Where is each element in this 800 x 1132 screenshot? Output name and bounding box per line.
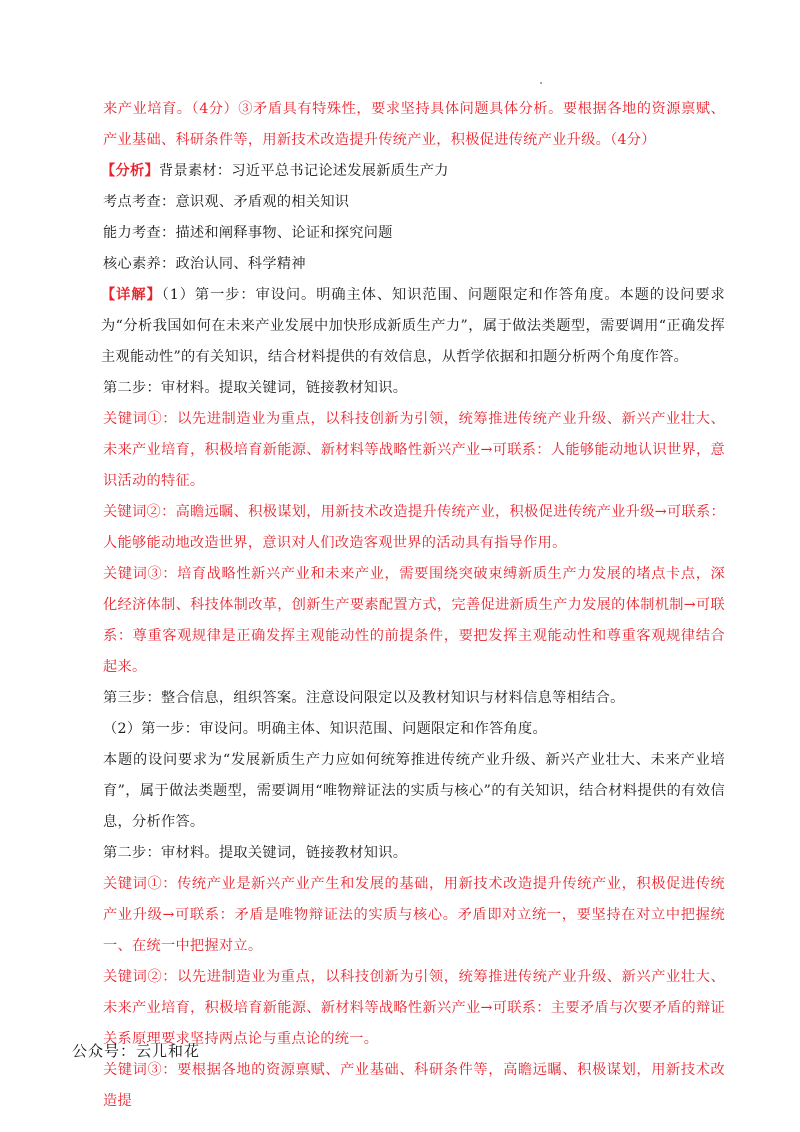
paragraph-text: 第二步：审材料。提取关键词，链接教材知识。 — [103, 380, 408, 396]
paragraph-text: 能力考查：描述和阐释事物、论证和探究问题 — [103, 225, 393, 241]
exam-point — [103, 187, 725, 218]
keyword-1 — [103, 404, 725, 497]
paragraph-text: 考点考查：意识观、矛盾观的相关知识 — [103, 194, 350, 210]
answer-continuation — [103, 94, 725, 156]
paragraph-text: 第三步：整合信息，组织答案。注意设问限定以及教材知识与材料信息等相结合。 — [103, 690, 625, 706]
paragraph-text: 第二步：审材料。提取关键词，链接教材知识。 — [103, 845, 408, 861]
step-three-heading — [103, 683, 725, 714]
keyword-3 — [103, 559, 725, 683]
paragraph-text: 关键词①：传统产业是新兴产业产生和发展的基础，用新技术改造提升传统产业，积极促进传统产业升级→可联系：矛盾是唯物辩证法的实质与核心。矛盾即对立统一，要坚持在对立中把握统一、在统一中把握对立。 — [103, 876, 725, 954]
core-literacy — [103, 249, 725, 280]
ability-point — [103, 218, 725, 249]
paragraph-text: 本题的设问要求为“发展新质生产力应如何统筹推进传统产业升级、新兴产业壮大、未来产业培育”，属于做法类题型，需要调用“唯物辩证法的实质与核心”的有关知识，结合材料提供的有效信息，分析作答。 — [103, 752, 725, 830]
part-two-step-two — [103, 838, 725, 869]
paragraph-text: 关键词①：以先进制造业为重点，以科技创新为引领，统筹推进传统产业升级、新兴产业壮大、未来产业培育，积极培育新能源、新材料等战略性新兴产业→可联系：人能够能动地认识世界，意识活动的特征。 — [103, 411, 725, 489]
paragraph-text: 背景素材：习近平总书记论述发展新质生产力 — [158, 163, 449, 179]
detail-tag: 【详解】 — [101, 287, 162, 303]
part-two-keyword-3 — [103, 1055, 725, 1117]
document-body — [103, 94, 725, 1117]
step-two-heading — [103, 373, 725, 404]
analysis-paragraph — [101, 156, 725, 187]
paragraph-text: （2）第一步：审设问。明确主体、知识范围、问题限定和作答角度。 — [103, 721, 547, 737]
paragraph-text: 核心素养：政治认同、科学精神 — [103, 256, 306, 272]
paragraph-text: （1）第一步：审设问。明确主体、知识范围、问题限定和作答角度。本题的设问要求为“分析我国如何在未来产业发展中加快形成新质生产力”，属于做法类题型，需要调用“正确发挥主观能动性”的有关知识，结合材料提供的有效信息，从哲学依据和扣题分析两个角度作答。 — [101, 287, 725, 365]
paragraph-text: 关键词②：以先进制造业为重点，以科技创新为引领，统筹推进传统产业升级、新兴产业壮大、未来产业培育，积极培育新能源、新材料等战略性新兴产业→可联系：主要矛盾与次要矛盾的辩证关系原理要求坚持两点论与重点论的统一。 — [103, 969, 725, 1047]
paragraph-text: 关键词③：培育战略性新兴产业和未来产业，需要围绕突破束缚新质生产力发展的堵点卡点，深化经济体制、科技体制改革，创新生产要素配置方式，完善促进新质生产力发展的体制机制→可联系：尊重客观规律是正确发挥主观能动性的前提条件，要把发挥主观能动性和尊重客观规律结合起来。 — [103, 566, 725, 675]
part-two-step-one — [103, 714, 725, 745]
part-two-question-requirement — [103, 745, 725, 838]
footer-public-account: 公众号：云儿和花 — [72, 1042, 201, 1060]
detail-paragraph — [101, 280, 725, 373]
paragraph-text: 来产业培育。（4分）③矛盾具有特殊性，要求坚持具体问题具体分析。要根据各地的资源禀赋、产业基础、科研条件等，用新技术改造提升传统产业，积极促进传统产业升级。（4分） — [103, 101, 725, 148]
keyword-2 — [103, 497, 725, 559]
paragraph-text: 关键词③：要根据各地的资源禀赋、产业基础、科研条件等，高瞻远瞩、积极谋划，用新技术改造提 — [103, 1062, 725, 1109]
paragraph-text: 关键词②：高瞻远瞩、积极谋划，用新技术改造提升传统产业，积极促进传统产业升级→可联系：人能够能动地改造世界，意识对人们改造客观世界的活动具有指导作用。 — [103, 504, 725, 551]
part-two-keyword-1 — [103, 869, 725, 962]
analysis-tag: 【分析】 — [101, 163, 159, 179]
page-dot — [540, 82, 542, 84]
